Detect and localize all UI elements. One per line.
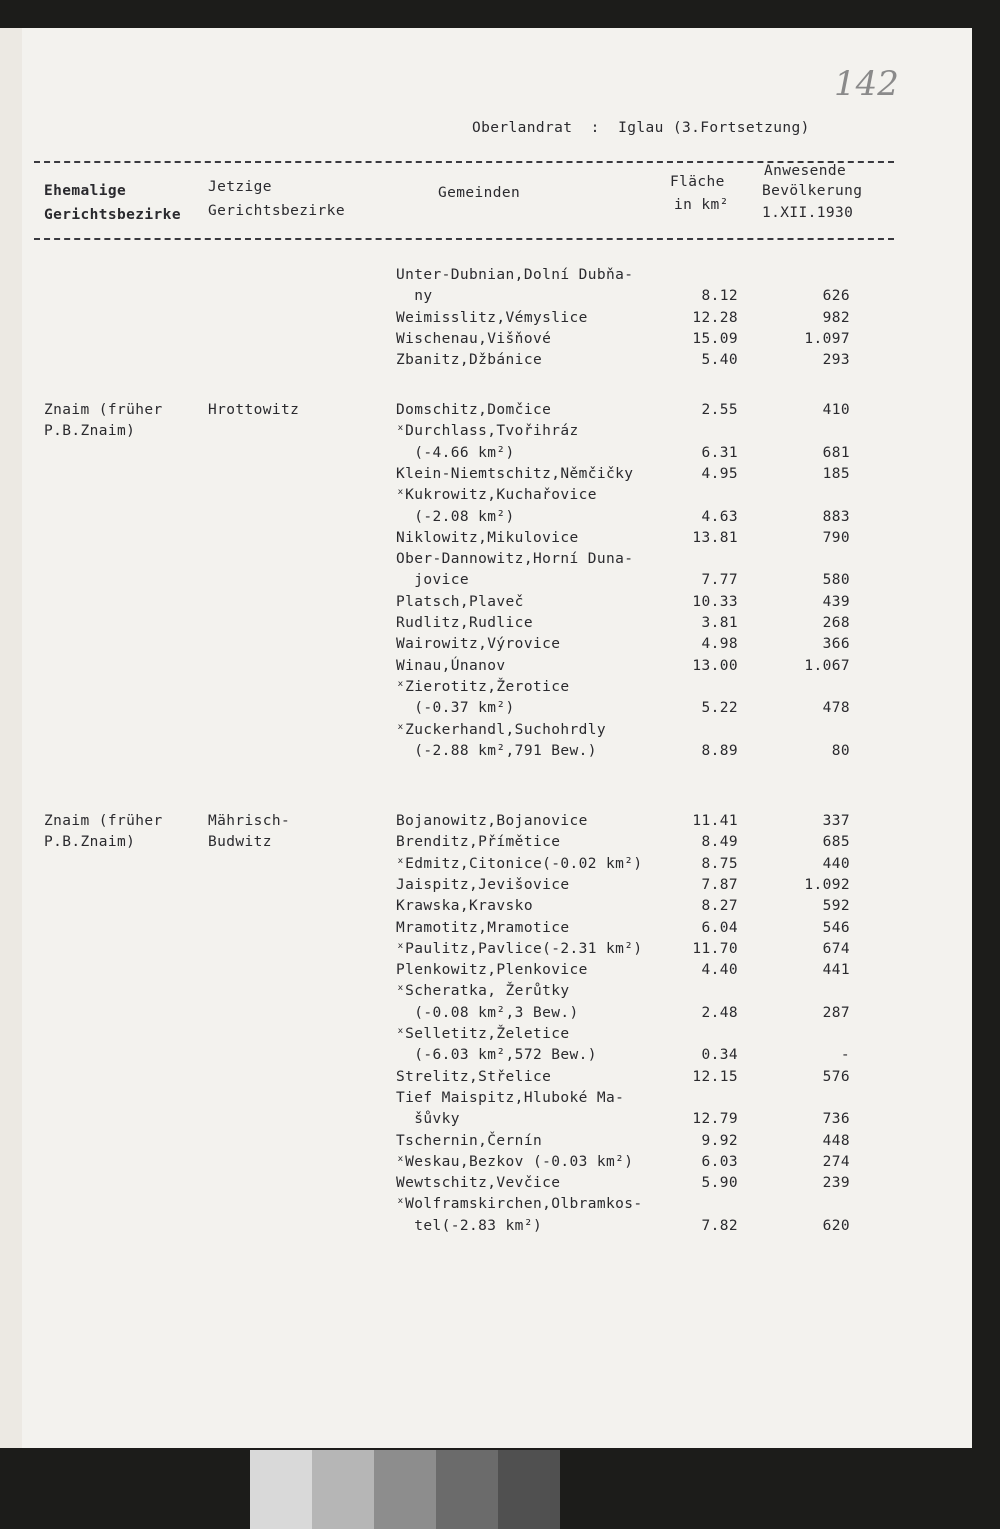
area-value: 7.82 [701, 1217, 738, 1234]
municipality-name: Klein-Niemtschitz,Němčičky [396, 465, 634, 482]
header-col5-line2: Bevölkerung [762, 183, 863, 199]
population-value: 441 [822, 962, 850, 979]
area-value: 8.49 [701, 834, 738, 851]
header-col5-line3: 1.XII.1930 [762, 205, 854, 221]
municipality-name: tel(-2.83 km²) [396, 1217, 543, 1234]
area-value: 12.79 [692, 1111, 738, 1128]
municipality-name: Niklowitz,Mikulovice [396, 529, 579, 546]
header-col3: Gemeinden [438, 185, 521, 201]
population-value: 685 [822, 834, 850, 851]
area-value: 5.22 [701, 700, 738, 717]
area-value: 2.55 [701, 402, 738, 418]
municipality-name: (-2.08 km²) [396, 508, 515, 525]
population-value: 681 [822, 444, 850, 461]
municipality-name: Brenditz,Přímětice [396, 834, 561, 851]
current-district: Budwitz [208, 834, 272, 851]
municipality-name: Winau,Únanov [396, 657, 506, 674]
area-value: 6.04 [701, 919, 738, 936]
population-value: 580 [822, 572, 850, 589]
area-value: 6.31 [701, 444, 738, 461]
area-value: 2.48 [701, 1004, 738, 1021]
municipality-name: ny [396, 288, 433, 305]
area-value: 13.81 [692, 529, 738, 546]
population-value: 883 [822, 508, 850, 525]
population-value: 576 [822, 1068, 850, 1085]
gray-scale-patch [250, 1450, 312, 1529]
gray-scale-patch [498, 1450, 560, 1529]
former-district: P.B.Znaim) [44, 423, 136, 440]
area-value: 12.28 [692, 309, 738, 326]
former-district: P.B.Znaim) [44, 834, 136, 851]
header-col2-line2: Gerichtsbezirke [208, 203, 345, 219]
municipality-name: Bojanowitz,Bojanovice [396, 813, 588, 829]
population-value: 185 [822, 465, 850, 482]
header-col5-line1: Anwesende [764, 163, 847, 179]
population-value: 592 [822, 898, 850, 915]
area-value: 11.41 [692, 813, 738, 829]
header-col4-line2: in km² [674, 197, 729, 213]
area-value: 8.89 [701, 742, 738, 759]
area-value: 6.03 [701, 1153, 738, 1170]
document-page [22, 28, 972, 1448]
area-value: 5.90 [701, 1175, 738, 1192]
area-value: 4.40 [701, 962, 738, 979]
header-col2-line1: Jetzige [208, 179, 272, 195]
area-value: 4.95 [701, 465, 738, 482]
population-value: - [840, 1047, 850, 1064]
gray-scale-patch [374, 1450, 436, 1529]
municipality-name: Rudlitz,Rudlice [396, 615, 533, 631]
municipality-name: ˣZuckerhandl,Suchohrdly [396, 721, 606, 738]
municipality-name: ˣWolframskirchen,Olbramkos- [396, 1196, 643, 1213]
page-title: Oberlandrat : Iglau (3.Fortsetzung) [472, 120, 810, 136]
header-col1-line2: Gerichtsbezirke [44, 207, 181, 223]
municipality-name: jovice [396, 572, 470, 589]
area-value: 8.27 [701, 898, 738, 915]
gray-scale-patch [312, 1450, 374, 1529]
population-value: 1.092 [804, 876, 850, 893]
gray-scale-patch [436, 1450, 498, 1529]
handwritten-page-number: 142 [834, 64, 899, 104]
population-value: 620 [822, 1217, 850, 1234]
population-value: 790 [822, 529, 850, 546]
former-district: Znaim (früher [44, 402, 163, 418]
area-value: 7.87 [701, 876, 738, 893]
municipality-name: Unter-Dubnian,Dolní Dubňa- [396, 267, 634, 283]
municipality-name: Wairowitz,Výrovice [396, 636, 561, 653]
municipality-name: Tief Maispitz,Hluboké Ma- [396, 1089, 625, 1106]
population-value: 274 [822, 1153, 850, 1170]
municipality-name: Mramotitz,Mramotice [396, 919, 570, 936]
population-value: 626 [822, 288, 850, 305]
municipality-name: (-2.88 km²,791 Bew.) [396, 742, 597, 759]
population-value: 1.097 [804, 330, 850, 347]
area-value: 12.15 [692, 1068, 738, 1085]
population-value: 736 [822, 1111, 850, 1128]
population-value: 80 [831, 742, 850, 759]
area-value: 3.81 [701, 615, 738, 631]
population-value: 287 [822, 1004, 850, 1021]
municipality-name: Krawska,Kravsko [396, 898, 533, 915]
area-value: 10.33 [692, 593, 738, 610]
current-district: Mährisch- [208, 813, 291, 829]
municipality-name: ˣEdmitz,Citonice(-0.02 km²) [396, 855, 643, 872]
population-value: 366 [822, 636, 850, 653]
municipality-name: Strelitz,Střelice [396, 1068, 552, 1085]
area-value: 4.63 [701, 508, 738, 525]
municipality-name: Platsch,Plaveč [396, 593, 524, 610]
municipality-name: (-0.08 km²,3 Bew.) [396, 1004, 579, 1021]
population-value: 440 [822, 855, 850, 872]
municipality-name: (-4.66 km²) [396, 444, 515, 461]
area-value: 4.98 [701, 636, 738, 653]
population-value: 478 [822, 700, 850, 717]
area-value: 8.75 [701, 855, 738, 872]
former-district: Znaim (früher [44, 813, 163, 829]
header-col1-line1: Ehemalige [44, 183, 127, 199]
population-value: 268 [822, 615, 850, 631]
municipality-name: Jaispitz,Jevišovice [396, 876, 570, 893]
municipality-name: ˣWeskau,Bezkov (-0.03 km²) [396, 1153, 634, 1170]
population-value: 546 [822, 919, 850, 936]
municipality-name: Plenkowitz,Plenkovice [396, 962, 588, 979]
municipality-name: Wischenau,Višňové [396, 330, 552, 347]
population-value: 293 [822, 352, 850, 369]
municipality-name: (-6.03 km²,572 Bew.) [396, 1047, 597, 1064]
population-value: 239 [822, 1175, 850, 1192]
municipality-name: ˣSelletitz,Želetice [396, 1026, 570, 1042]
municipality-name: ˣKukrowitz,Kuchařovice [396, 487, 597, 504]
area-value: 8.12 [701, 288, 738, 305]
area-value: 7.77 [701, 572, 738, 589]
area-value: 11.70 [692, 940, 738, 957]
municipality-name: Wewtschitz,Vevčice [396, 1175, 561, 1192]
population-value: 337 [822, 813, 850, 829]
header-rule-bottom [34, 238, 894, 240]
area-value: 15.09 [692, 330, 738, 347]
municipality-name: Ober-Dannowitz,Horní Duna- [396, 551, 634, 568]
area-value: 0.34 [701, 1047, 738, 1064]
area-value: 9.92 [701, 1132, 738, 1149]
area-value: 13.00 [692, 657, 738, 674]
population-value: 982 [822, 309, 850, 326]
header-col4-line1: Fläche [670, 174, 725, 190]
municipality-name: Zbanitz,Džbánice [396, 352, 543, 369]
population-value: 448 [822, 1132, 850, 1149]
municipality-name: (-0.37 km²) [396, 700, 515, 717]
municipality-name: ˣScheratka, Žerůtky [396, 983, 570, 1000]
municipality-name: ˣZierotitz,Žerotice [396, 678, 570, 695]
municipality-name: ˣDurchlass,Tvořihráz [396, 423, 579, 440]
municipality-name: šůvky [396, 1111, 460, 1128]
municipality-name: Tschernin,Černín [396, 1132, 543, 1149]
municipality-name: Domschitz,Domčice [396, 402, 552, 418]
area-value: 5.40 [701, 352, 738, 369]
population-value: 674 [822, 940, 850, 957]
population-value: 1.067 [804, 657, 850, 674]
municipality-name: Weimisslitz,Vémyslice [396, 309, 588, 326]
population-value: 410 [822, 402, 850, 418]
current-district: Hrottowitz [208, 402, 300, 418]
municipality-name: ˣPaulitz,Pavlice(-2.31 km²) [396, 940, 643, 957]
population-value: 439 [822, 593, 850, 610]
